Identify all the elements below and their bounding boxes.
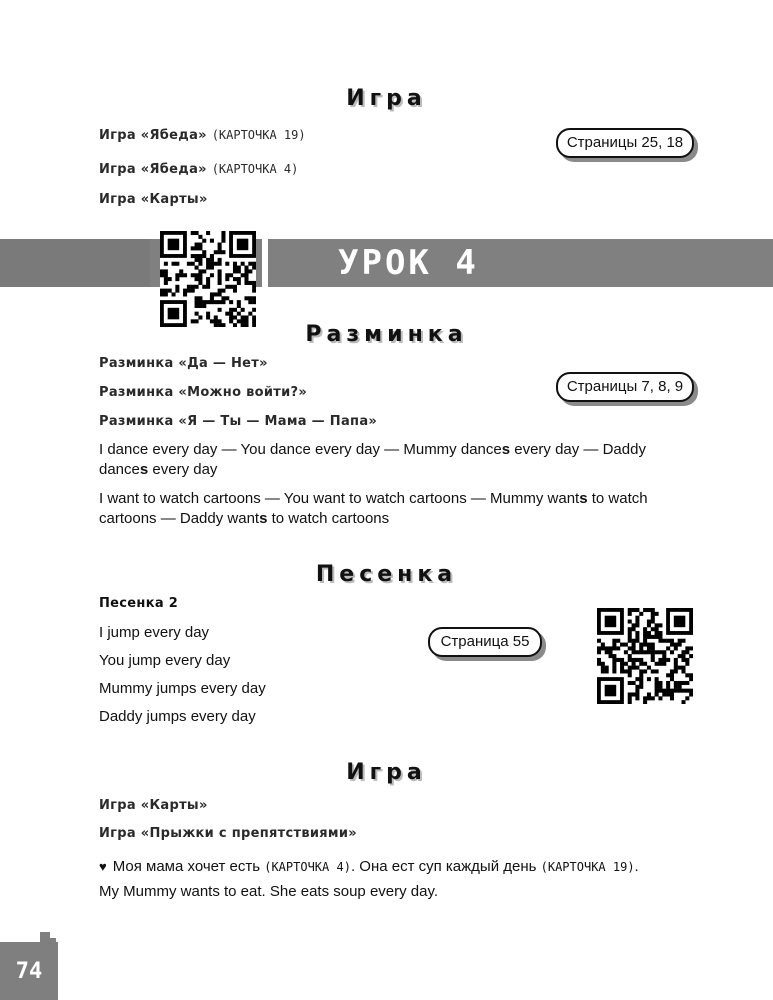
game2-russian-line (99, 857, 699, 877)
warmup-section-title: Разминка (305, 322, 468, 347)
lesson-title: УРОК 4 (338, 243, 479, 283)
ru-card-2: (КАРТОЧКА 19) (540, 860, 635, 874)
game2-item-1: Игра «Карты» (99, 798, 208, 813)
para1-part-a: I dance every day — You dance every day — Mummy dance (99, 441, 502, 458)
game-item-1-card: (КАРТОЧКА 19) (211, 128, 306, 142)
warmup-paragraph-1 (99, 440, 699, 480)
para2-suffix-1: s (579, 490, 588, 507)
song-line-4: Daddy jumps every day (99, 708, 256, 725)
warmup-paragraph-2 (99, 489, 699, 529)
game-item-2-card: (КАРТОЧКА 4) (211, 162, 299, 176)
para2-suffix-2: s (259, 510, 268, 527)
qr-code-song[interactable] (597, 608, 693, 704)
heart-icon: ♥ (99, 859, 107, 874)
para1-suffix-1: s (501, 441, 511, 458)
game-item-1 (99, 128, 306, 143)
para2-part-c: to watch cartoons — Daddy want (99, 490, 648, 527)
song-line-3: Mummy jumps every day (99, 680, 266, 697)
pages-badge-game: Страницы 25, 18 (556, 128, 694, 158)
song-subtitle: Песенка 2 (99, 596, 179, 611)
pages-badge-song: Страница 55 (428, 627, 542, 657)
game2-english-line: My Mummy wants to eat. She eats soup every day. (99, 883, 439, 900)
game-item-2-text: Игра «Ябеда» (99, 162, 207, 177)
ru-card-1: (КАРТОЧКА 4) (264, 860, 351, 874)
game-item-1-text: Игра «Ябеда» (99, 128, 207, 143)
song-line-2: You jump every day (99, 652, 231, 669)
warmup-item-3: Разминка «Я — Ты — Мама — Папа» (99, 414, 378, 429)
game2-item-2: Игра «Прыжки с препятствиями» (99, 826, 357, 841)
para1-suffix-2: s (139, 461, 149, 478)
qr-code-lesson[interactable] (160, 231, 256, 327)
qr-code-icon (160, 231, 256, 327)
warmup-item-1: Разминка «Да — Нет» (99, 356, 268, 371)
qr-code-icon (597, 608, 693, 704)
ru-part-c: . (634, 858, 639, 875)
game-item-3 (99, 192, 208, 207)
pages-badge-warmup: Страницы 7, 8, 9 (556, 372, 694, 402)
ru-part-a: Моя мама хочет есть (112, 858, 265, 875)
page-number: 74 (15, 959, 43, 984)
game2-section-title: Игра (346, 760, 427, 785)
para1-part-e: every day (148, 461, 218, 478)
lesson-band-left (0, 239, 150, 287)
ru-part-b: . Она ест суп каждый день (350, 858, 541, 875)
song-line-1: I jump every day (99, 624, 210, 641)
game-item-2 (99, 162, 298, 177)
para2-part-e: to watch cartoons (267, 510, 390, 527)
song-section-title: Песенка (315, 562, 458, 587)
warmup-item-2: Разминка «Можно войти?» (99, 385, 308, 400)
para2-part-a: I want to watch cartoons — You want to watch cartoons — Mummy want (99, 490, 580, 507)
page-tab-notch (40, 932, 50, 942)
game-section-title: Игра (346, 86, 427, 111)
para1-part-c: every day — Daddy dance (99, 441, 646, 478)
game-item-3-text: Игра «Карты» (99, 192, 208, 207)
page-tab-notch-small (50, 938, 56, 942)
